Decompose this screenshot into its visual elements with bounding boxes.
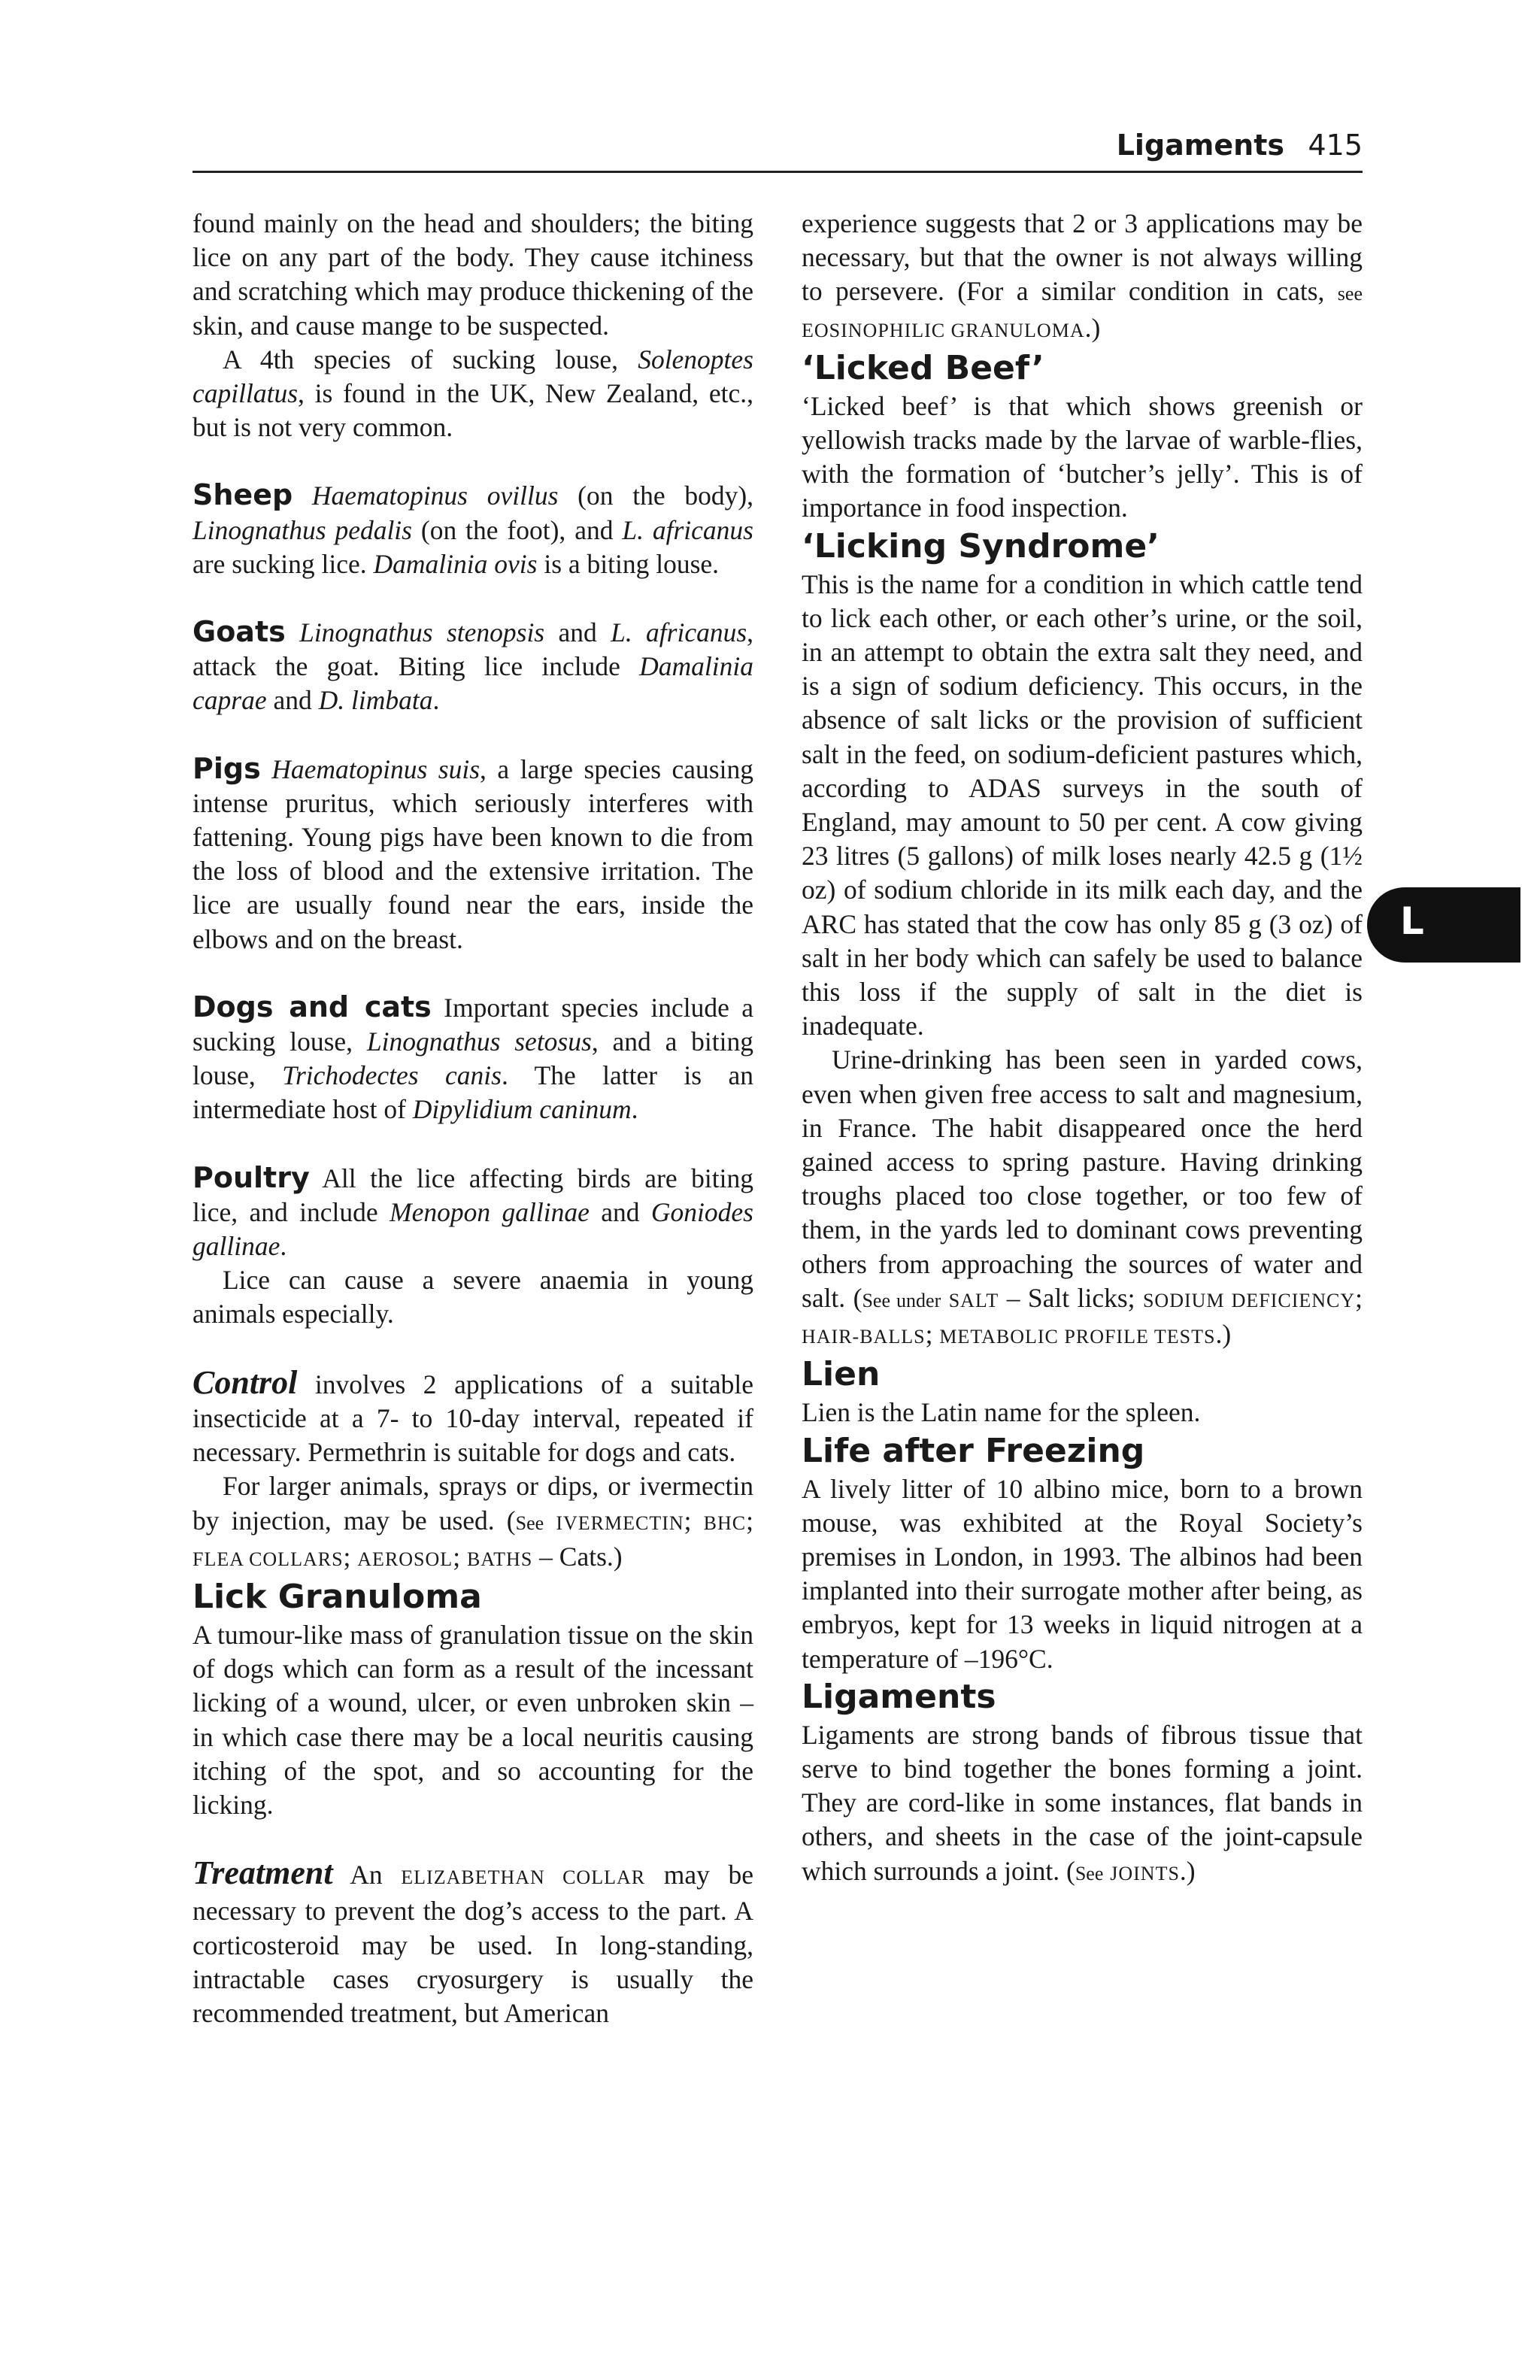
entry-heading-licking-syndrome: ‘Licking Syndrome’ bbox=[802, 526, 1160, 565]
subheading-sheep: Sheep bbox=[192, 478, 293, 512]
entry-heading-ligaments: Ligaments bbox=[802, 1677, 996, 1716]
paragraph-solenoptes: A 4th species of sucking louse, Solenoptes capillatus, is found in the UK, New Zealand, etc., but is not very common. bbox=[192, 344, 753, 443]
paragraph-american-experience: experience suggests that 2 or 3 applications may be necessary, but that the owner is not always willing to persevere. (For a similar condition in cats, see EOSINOPHILIC GRANULOMA.) bbox=[802, 208, 1363, 343]
paragraph-life-after-freezing: A lively litter of 10 albino mice, born to a brown mouse, was exhibited at the Royal Society’s premises in London, in 1993. The albinos had been implanted into their surrogate mother after being, as embryos, kept for 13 weeks in liquid nitrogen at a temperature of –196°C. bbox=[802, 1473, 1363, 1674]
entry-heading-life-after-freezing: Life after Freezing bbox=[802, 1431, 1145, 1470]
subheading-control: Control bbox=[192, 1363, 298, 1401]
paragraph-anaemia: Lice can cause a severe anaemia in young animals especially. bbox=[192, 1265, 753, 1329]
paragraph-control: Control involves 2 applications of a suitable insecticide at a 7- to 10-day interval, repeated if necessary. Permethrin is suitable for dogs and cats. bbox=[192, 1363, 753, 1468]
paragraph-urine-drinking: Urine-drinking has been seen in yarded cows, even when given free access to salt and magnesium, in France. The habit disappeared once the herd gained access to spring pasture. Having drinking troughs placed too close together, or too few of them, in the yards led to dominant cows preventing others from approaching the sources of water and salt. (See under SALT – Salt licks; SODIUM DEFICIENCY; HAIR-BALLS; METABOLIC PROFILE TESTS.) bbox=[802, 1044, 1363, 1350]
thumb-index-letter: L bbox=[1400, 899, 1424, 943]
paragraph-dogs-and-cats: Dogs and cats Important species include a sucking louse, Linognathus setosus, and a biting louse, Trichodectes canis. The latter is an intermediate host of Dipylidium caninum. bbox=[192, 990, 753, 1125]
paragraph-pigs: Pigs Haematopinus suis, a large species causing intense pruritus, which seriously interferes with fattening. Young pigs have been known to die from the loss of blood and the extensive irritation. The lice are usually found near the ears, inside the elbows and on the breast. bbox=[192, 751, 753, 954]
page-number: 415 bbox=[1308, 129, 1363, 162]
paragraph-poultry: Poultry All the lice affecting birds are biting lice, and include Menopon gallinae and Goniodes gallinae. bbox=[192, 1160, 753, 1262]
right-column bbox=[802, 207, 1363, 1890]
paragraph-lice-location: found mainly on the head and shoulders; the biting lice on any part of the body. They cause itchiness and scratching which may produce thickening of the skin, and cause mange to be suspected. bbox=[192, 208, 753, 341]
entry-heading-lick-granuloma: Lick Granuloma bbox=[192, 1577, 482, 1616]
left-column bbox=[192, 207, 753, 2030]
paragraph-larger-animals: For larger animals, sprays or dips, or ivermectin by injection, may be used. (See IVERMECTIN; BHC; FLEA COLLARS; AEROSOL; BATHS – Cats.) bbox=[192, 1471, 753, 1572]
entry-heading-lien: Lien bbox=[802, 1355, 881, 1394]
paragraph-ligaments: Ligaments are strong bands of fibrous tissue that serve to bind together the bones forming a joint. They are cord-like in some instances, flat bands in others, and sheets in the case of the joint-capsule which surrounds a joint. (See JOINTS.) bbox=[802, 1719, 1363, 1886]
entry-heading-licked-beef: ‘Licked Beef’ bbox=[802, 348, 1044, 387]
running-head: Ligaments bbox=[1116, 129, 1284, 162]
paragraph-goats: Goats Linognathus stenopsis and L. africanus, attack the goat. Biting lice include Damalinia caprae and D. limbata. bbox=[192, 615, 754, 716]
subheading-goats: Goats bbox=[192, 615, 286, 649]
paragraph-treatment: Treatment An ELIZABETHAN COLLAR may be necessary to prevent the dog’s access to the part. A corticosteroid may be used. In long-standing, intractable cases cryosurgery is usually the recommended treatment, but American bbox=[192, 1854, 753, 2028]
subheading-treatment: Treatment bbox=[192, 1854, 333, 1892]
paragraph-lick-granuloma: A tumour-like mass of granulation tissue on the skin of dogs which can form as a result of the incessant licking of a wound, ulcer, or even unbroken skin – in which case there may be a local neuritis causing itching of the spot, and so accounting for the licking. bbox=[192, 1619, 753, 1820]
paragraph-lien: Lien is the Latin name for the spleen. bbox=[802, 1397, 1201, 1428]
subheading-dogs-and-cats: Dogs and cats bbox=[192, 990, 432, 1023]
thumb-index-tab bbox=[1367, 887, 1520, 963]
paragraph-licked-beef: ‘Licked beef’ is that which shows greenish or yellowish tracks made by the larvae of warble-flies, with the formation of ‘butcher’s jelly’. This is of importance in food inspection. bbox=[802, 390, 1363, 523]
paragraph-sheep: Sheep Haematopinus ovillus (on the body), Linognathus pedalis (on the foot), and L. africanus are sucking lice. Damalinia ovis is a biting louse. bbox=[192, 478, 754, 579]
page-header bbox=[192, 124, 1363, 173]
paragraph-licking-syndrome: This is the name for a condition in which cattle tend to lick each other, or each other’s urine, or the soil, in an attempt to obtain the extra salt they need, and is a sign of sodium deficiency. This occurs, in the absence of salt licks or the provision of sufficient salt in the feed, on sodium-deficient pastures which, according to ADAS surveys in the south of England, may amount to 50 per cent. A cow giving 23 litres (5 gallons) of milk loses nearly 42.5 g (1½ oz) of sodium chloride in its milk each day, and the ARC has stated that the cow has only 85 g (3 oz) of salt in her body which can safely be used to balance this loss if the supply of salt in the diet is inadequate. bbox=[802, 568, 1363, 1041]
subheading-poultry: Poultry bbox=[192, 1160, 310, 1194]
subheading-pigs: Pigs bbox=[192, 751, 261, 785]
